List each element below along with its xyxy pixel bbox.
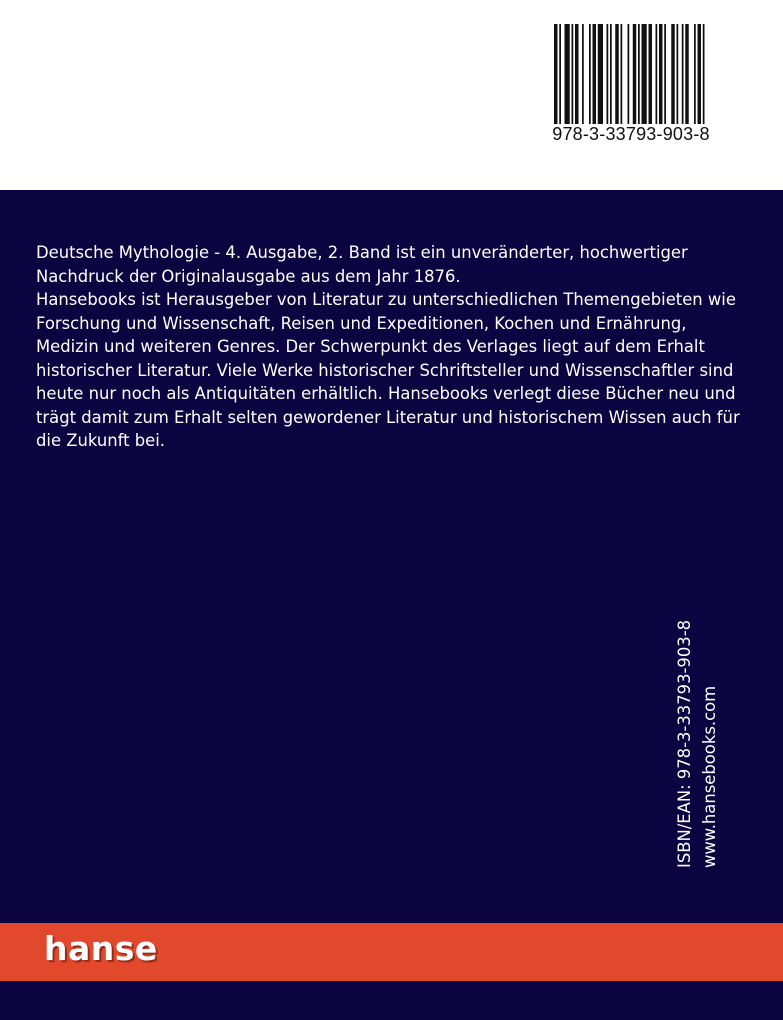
vertical-info-text bbox=[672, 619, 722, 868]
barcode-bar bbox=[598, 24, 603, 124]
isbn-text: ISBN/EAN: 978-3-33793-903-8 bbox=[675, 619, 694, 868]
barcode-number: 978-3-33793-903-8 bbox=[552, 124, 710, 144]
top-white-band bbox=[0, 0, 783, 190]
book-description bbox=[36, 241, 746, 453]
barcode-bar bbox=[575, 24, 579, 124]
description-line: Deutsche Mythologie - 4. Ausgabe, 2. Band ist ein unveränderter, hochwertiger bbox=[36, 243, 688, 262]
barcode bbox=[552, 24, 710, 154]
barcode-bar bbox=[610, 24, 612, 124]
description-line: Forschung und Wissenschaft, Reisen und Expeditionen, Kochen und Ernährung, bbox=[36, 313, 687, 333]
barcode-bar bbox=[565, 24, 570, 124]
description-line: trägt damit zum Erhalt selten gewordener Literatur und historischem Wissen auch für bbox=[36, 407, 740, 427]
description-line: Nachdruck der Originalausgabe aus dem Jahr 1876. bbox=[36, 266, 461, 286]
barcode-bar bbox=[572, 24, 574, 124]
barcode-bar bbox=[593, 24, 597, 124]
barcode-bar bbox=[656, 24, 658, 124]
description-line: heute nur noch als Antiquitäten erhältlich. Hansebooks verlegt diese Bücher neu und bbox=[36, 384, 736, 403]
description-line: Hansebooks ist Herausgeber von Literatur zu unterschiedlichen Themengebieten wie bbox=[36, 290, 736, 309]
hanse-logo: hanse bbox=[44, 929, 158, 968]
barcode-bar bbox=[621, 24, 623, 124]
website-link[interactable]: www.hansebooks.com bbox=[700, 685, 719, 868]
barcode-bar bbox=[664, 24, 666, 124]
description-line: historischer Literatur. Viele Werke historischer Schriftsteller und Wissenschaftler sind bbox=[36, 360, 734, 380]
barcode-bar bbox=[698, 24, 702, 124]
barcode-bar bbox=[589, 24, 591, 124]
barcode-bar bbox=[677, 24, 679, 124]
barcode-bar bbox=[628, 24, 630, 124]
barcode-bars bbox=[552, 24, 710, 124]
barcode-bar bbox=[671, 24, 675, 124]
description-line: Medizin und weiteren Genres. Der Schwerpunkt des Verlages liegt auf dem Erhalt bbox=[36, 337, 705, 356]
barcode-bar bbox=[682, 24, 684, 124]
barcode-bar bbox=[703, 24, 705, 124]
barcode-bar bbox=[633, 24, 637, 124]
barcode-bar bbox=[685, 24, 689, 124]
barcode-bar bbox=[638, 24, 640, 124]
barcode-bar bbox=[694, 24, 696, 124]
description-line: die Zukunft bei. bbox=[36, 431, 166, 450]
barcode-bar bbox=[559, 24, 561, 124]
barcode-bar bbox=[554, 24, 558, 124]
barcode-bar bbox=[642, 24, 647, 124]
vertical-info-block bbox=[672, 619, 722, 868]
barcode-bar bbox=[649, 24, 653, 124]
barcode-bar bbox=[659, 24, 663, 124]
barcode-bar bbox=[615, 24, 619, 124]
barcode-bar bbox=[582, 24, 584, 124]
bottom-navy-band bbox=[0, 981, 783, 1020]
barcode-bar bbox=[607, 24, 609, 124]
